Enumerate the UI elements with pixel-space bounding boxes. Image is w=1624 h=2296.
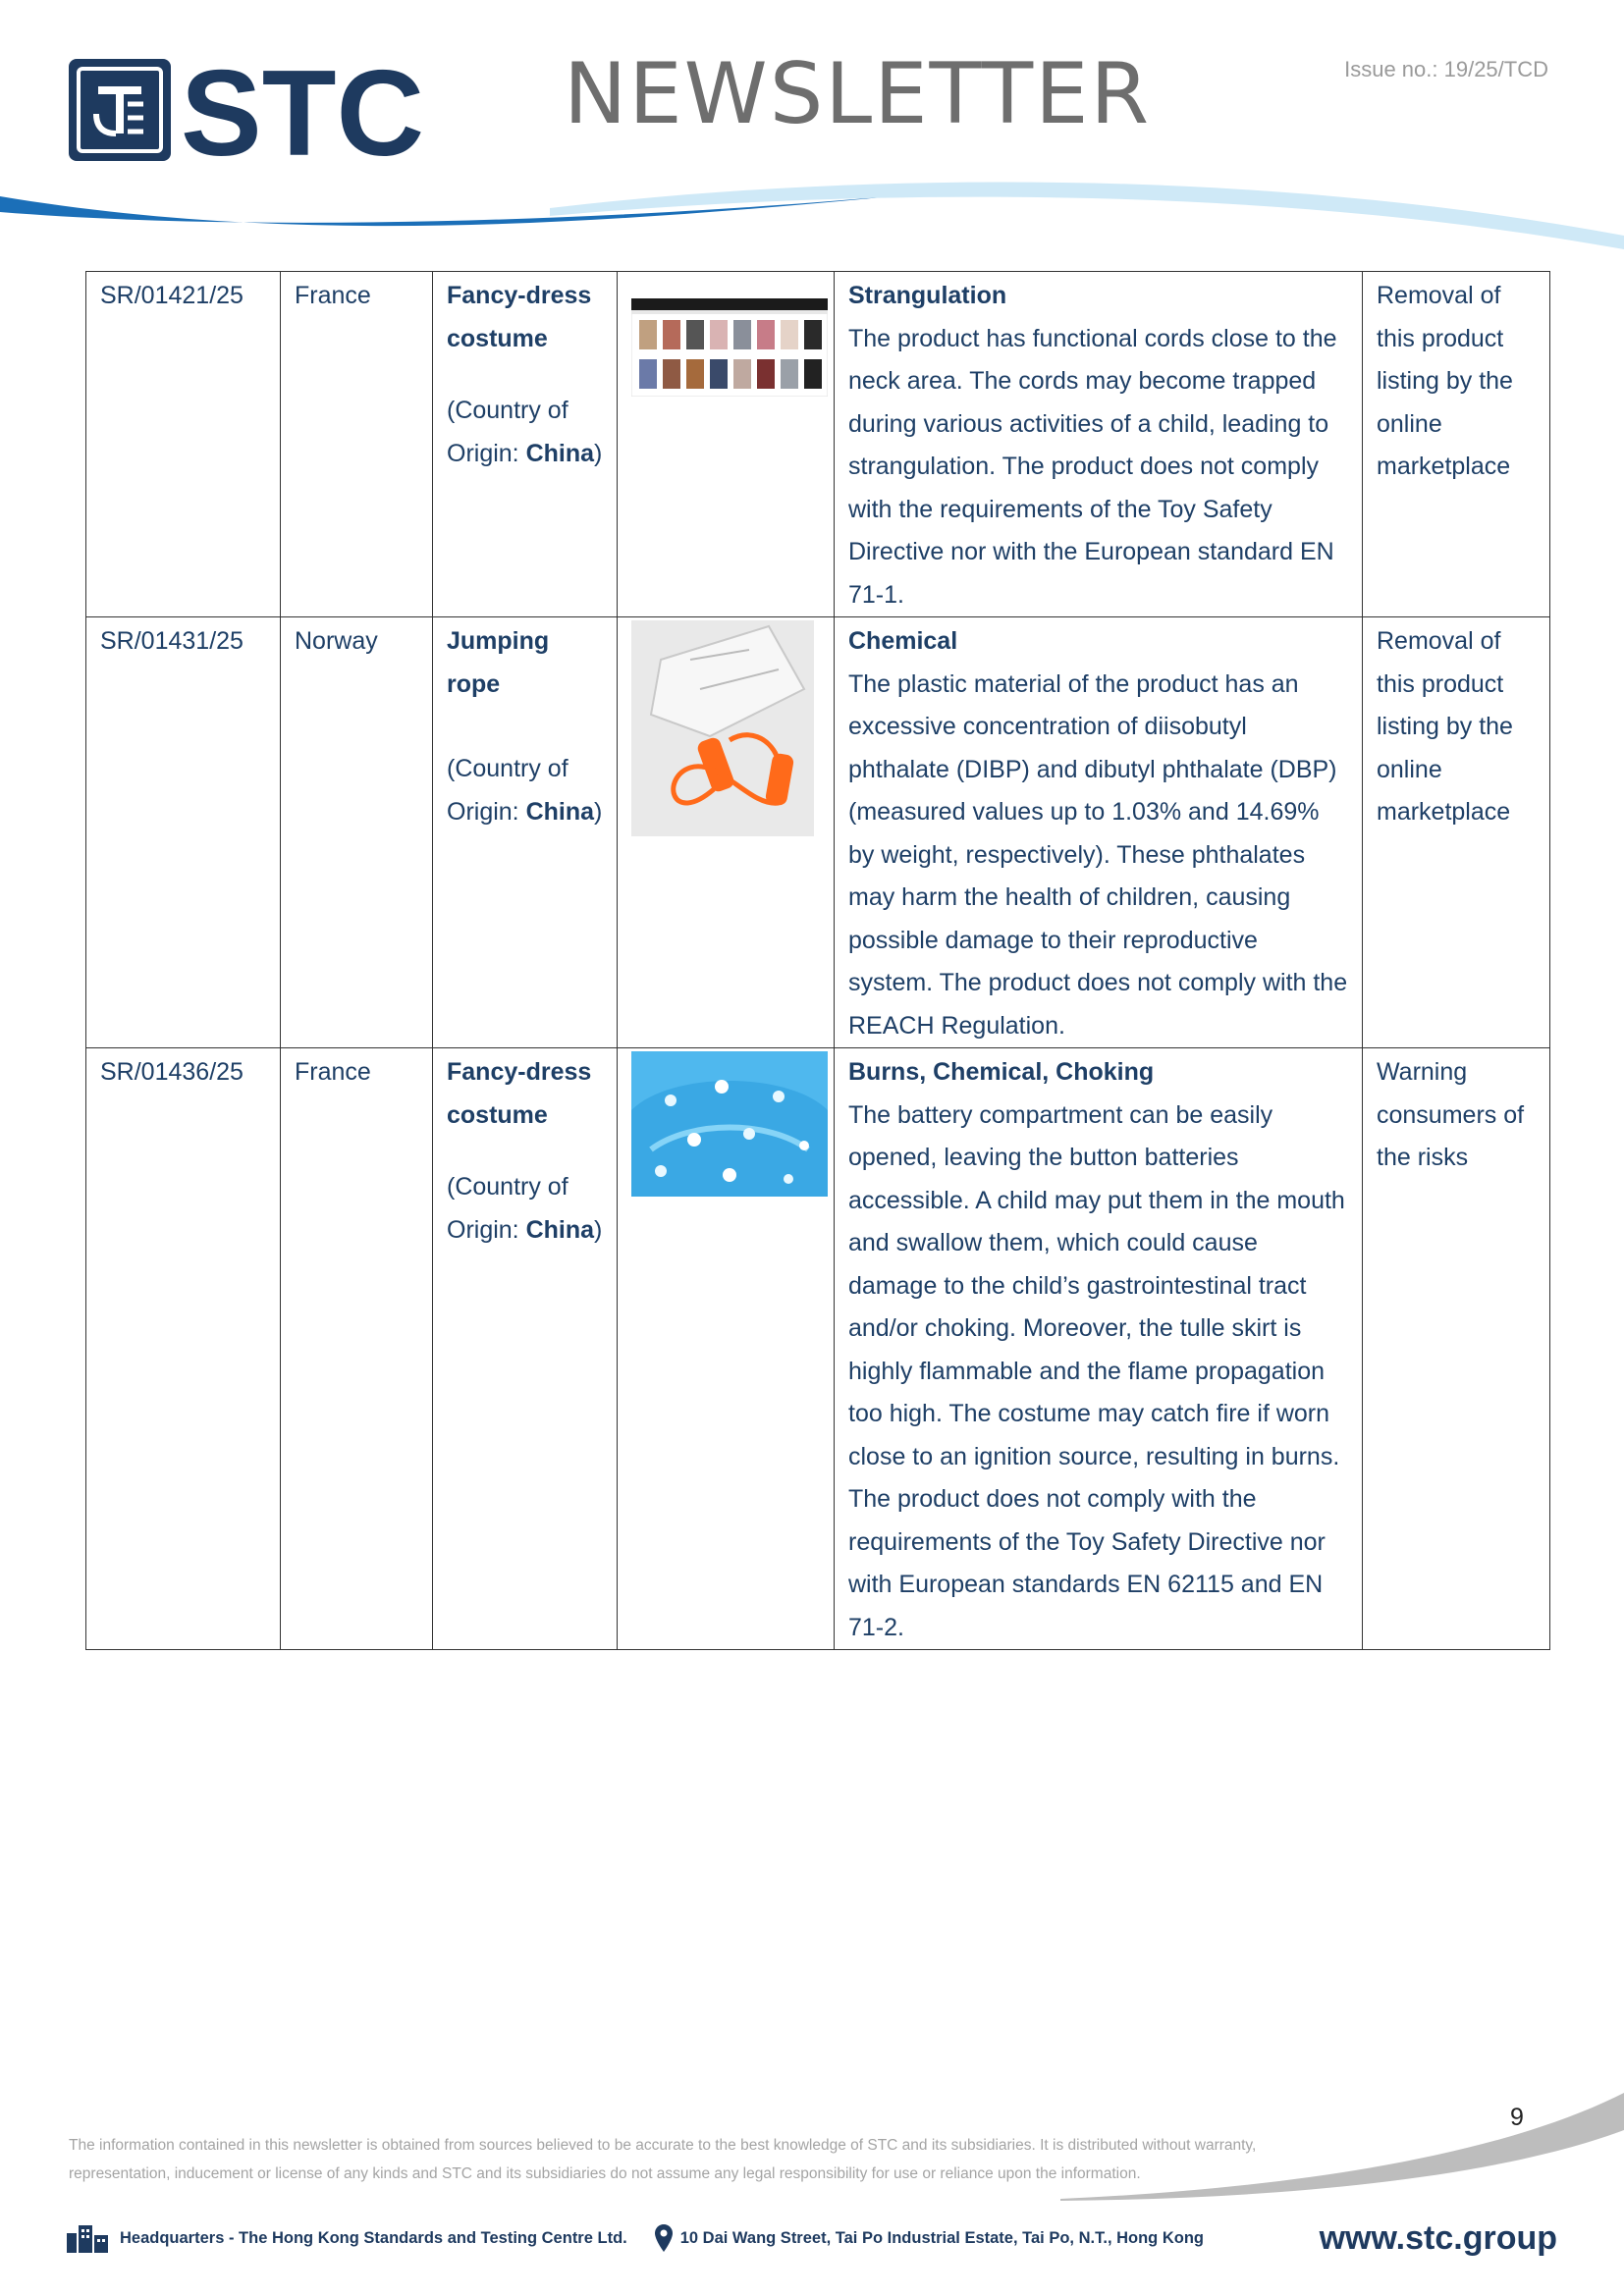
product-image-cell — [618, 1048, 835, 1650]
product-image-cell — [618, 617, 835, 1048]
country-of-origin: (Country of Origin: China) — [447, 755, 603, 826]
product-name-cont: costume — [447, 1100, 548, 1129]
measures-taken: Warning consumers of the risks — [1363, 1048, 1550, 1650]
costume-listing-screenshot — [631, 298, 828, 397]
risk-detail: The plastic material of the product has an excessive concentration of diisobutyl phthalate (DIBP) and dibutyl phthalate (DBP) (measured values up to 1.03% and 14.69% by weight, respectively). These phthalates may harm the health of children, causing possible damage to their reproductive system. The product does not comply with the REACH Regulation. — [848, 669, 1348, 1040]
product-description — [433, 1048, 618, 1650]
product-name: Jumping rope — [447, 627, 550, 698]
country-of-origin: (Country of Origin: China) — [447, 397, 603, 467]
reference-number: SR/01436/25 — [86, 1048, 281, 1650]
notifying-country: Norway — [281, 617, 433, 1048]
risk-description — [835, 617, 1363, 1048]
product-description — [433, 617, 618, 1048]
measures-taken: Removal of this product listing by the online marketplace — [1363, 272, 1550, 617]
stc-logo — [67, 57, 460, 163]
risk-type: Strangulation — [848, 282, 1007, 309]
issue-number: Issue no.: 19/25/TCD — [1344, 57, 1548, 81]
reference-number: SR/01431/25 — [86, 617, 281, 1048]
product-name: Fancy-dress — [447, 1058, 592, 1086]
risk-detail: The battery compartment can be easily opened, leaving the button batteries accessible. A child may put them in the mouth and swallow them, which could cause damage to the child’s gastrointestinal tract and/or choking. Moreover, the tulle skirt is highly flammable and the flame propagation too high. The costume may catch fire if worn close to an ignition source, resulting in burns. The product does not comply with the requirements of the Toy Safety Directive nor with European standards EN 62115 and EN 71-2. — [848, 1100, 1345, 1641]
footer-bar — [65, 2218, 1557, 2258]
risk-description — [835, 272, 1363, 617]
product-alert-table — [85, 271, 1550, 1650]
disclaimer: The information contained in this newsletter is obtained from sources believed to be accurate to the best knowledge of STC and its subsidiaries. It is distributed without warranty, representation, inducement or license of any kinds and STC and its subsidiaries do not assume any legal responsibility for use or reliance upon the information. — [69, 2137, 1257, 2182]
notifying-country: France — [281, 1048, 433, 1650]
product-image-cell — [618, 272, 835, 617]
product-name: Fancy-dress — [447, 282, 592, 309]
building-icon — [65, 2223, 110, 2253]
header-swoosh — [0, 177, 1624, 265]
country-of-origin: (Country of Origin: China) — [447, 1173, 603, 1244]
risk-detail: The product has functional cords close to the neck area. The cords may become trapped during various activities of a child, leading to strangulation. The product does not comply with the requirements of the Toy Safety Directive nor with the European standard EN 71-1. — [848, 324, 1337, 609]
table-row — [86, 272, 1550, 617]
blue-led-tutu-photo — [631, 1051, 828, 1197]
table-row — [86, 617, 1550, 1048]
risk-type: Burns, Chemical, Choking — [848, 1058, 1155, 1086]
location-pin-icon — [655, 2224, 673, 2252]
product-description — [433, 272, 618, 617]
table-row — [86, 1048, 1550, 1650]
risk-type: Chemical — [848, 627, 958, 655]
risk-description — [835, 1048, 1363, 1650]
product-name-cont: costume — [447, 324, 548, 352]
address-text: 10 Dai Wang Street, Tai Po Industrial Estate, Tai Po, N.T., Hong Kong — [679, 2228, 1204, 2247]
logo-text: STC — [181, 57, 424, 163]
newsletter-title: NEWSLETTER — [564, 45, 1152, 143]
reference-number: SR/01421/25 — [86, 272, 281, 617]
website-link[interactable]: www.stc.group — [1319, 2218, 1557, 2257]
page-number: 9 — [1510, 2104, 1524, 2131]
headquarters-text: Headquarters - The Hong Kong Standards and Testing Centre Ltd. — [120, 2228, 627, 2247]
notifying-country: France — [281, 272, 433, 617]
measures-taken: Removal of this product listing by the online marketplace — [1363, 617, 1550, 1048]
orange-jumping-rope-photo — [631, 620, 814, 836]
